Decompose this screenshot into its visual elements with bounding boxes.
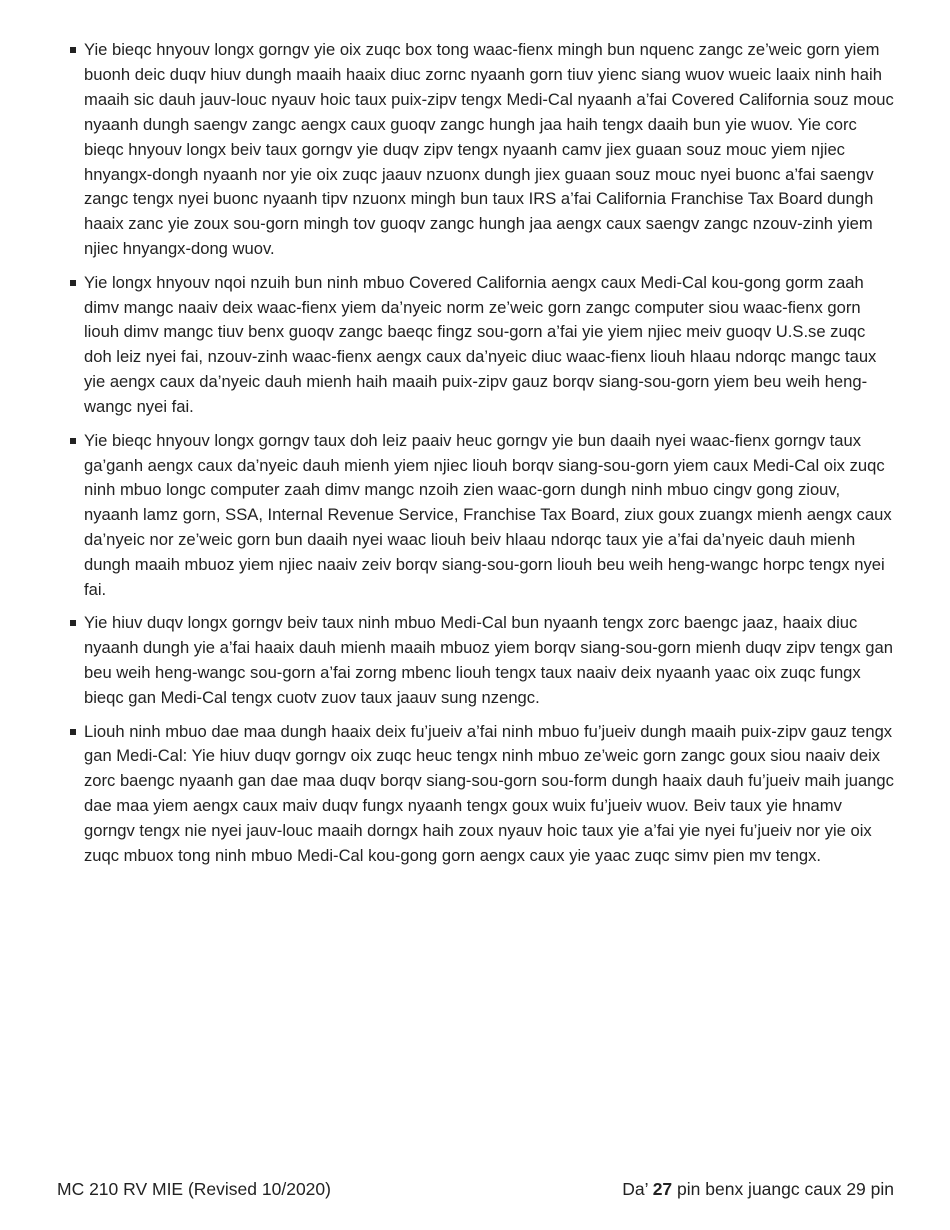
paragraph-text: Yie bieqc hnyouv longx gorngv yie oix zuqc box tong waac-fienx mingh bun nquenc zangc ze’weic gorn yiem buonh deic duqv hiuv dungh maaih haaix diuc zornc nyaanh gorn tiuv yienc siang wuov wueic laaix ninh haih maaih sic dauh jauv-louc nyauv hoic taux puix-zipv tengx Medi-Cal nyaanh a’fai Covered California souz mouc nyaanh dungh saengv zangc aengx caux guoqv zangc hungh jaa haih tengx daaih bun yie wuov. Yie corc bieqc hnyouv longx beiv taux gorngv yie duqv zipv tengx nyaanh camv jiex guaan souz mouc yiem njiec hnyangx-dongh nyaanh nor yie oix zuqc jaauv nzuonx dungh jiex guaan souz mouc nyei buonc a’fai saengv zangc tengx nyei buonc nyaanh tipv nzuonx mingh bun taux IRS a’fai California Franchise Tax Board dungh haaix zanc yie zoux sou-gorn mingh tov guoqv zangc hungh jaa aengx caux saengv zangc nzouv-zinh yiem njiec hnyangx-dong wuov. xyxy=(84,40,894,259)
paragraph-text: Liouh ninh mbuo dae maa dungh haaix deix fu’jueiv a’fai ninh mbuo fu’jueiv dungh maaih puix-zipv gauz tengx gan Medi-Cal: Yie hiuv duqv gorngv oix zuqc heuc tengx ninh mbuo ze’weic gorn zangc goux siou naaiv deix zorc baengc nyaanh gan dae maa duqv borqv siang-sou-gorn sou-form dungh haaix dauh fu’jueiv maih juangc dae maa yiem aengx caux maiv duqv fungx nyaanh tengx goux wuix fu’jueiv wuov. Beiv taux yie hnamv gorngv tengx nie nyei jauv-louc maaih dorngx haih zoux nyauv hoic taux yie a’fai yie nyei fu’jueiv nor yie oix zuqc mbuox tong ninh mbuo Medi-Cal kou-gong gorn aengx caux yie yaac zuqc simv pien mv tengx. xyxy=(84,721,894,866)
list-item xyxy=(70,271,896,420)
list-item xyxy=(70,38,896,262)
list-item xyxy=(70,429,896,603)
document-body xyxy=(70,38,896,878)
list-item xyxy=(70,611,896,711)
square-bullet-icon xyxy=(70,47,76,53)
square-bullet-icon xyxy=(70,280,76,286)
page-footer xyxy=(57,1177,894,1201)
page-suffix: pin benx juangc caux 29 pin xyxy=(677,1179,894,1199)
paragraph-text: Yie longx hnyouv nqoi nzuih bun ninh mbuo Covered California aengx caux Medi-Cal kou-gong gorm zaah dimv mangc naaiv deix waac-fienx yiem da’nyeic norm ze’weic gorn zangc computer siou waac-fienx gorn liouh dimv mangc tiuv benx guoqv zangc baeqc fingz sou-gorn a’fai yie yiem njiec meiv guoqv U.S.se zuqc doh leiz nyei fai, nzouv-zinh waac-fienx aengx caux da’nyeic diuc waac-fienx liouh hlaau ndorqc mangc taux yie aengx caux da’nyeic dauh mienh haih maaih puix-zipv gauz borqv siang-sou-gorn yiem beu weih heng-wangc nyei fai. xyxy=(84,272,877,417)
square-bullet-icon xyxy=(70,438,76,444)
list-item xyxy=(70,720,896,869)
page-number-label xyxy=(622,1177,894,1201)
square-bullet-icon xyxy=(70,729,76,735)
form-identifier: MC 210 RV MIE (Revised 10/2020) xyxy=(57,1179,331,1199)
bullet-list xyxy=(70,38,896,869)
current-page-number: 27 xyxy=(652,1179,673,1199)
paragraph-text: Yie bieqc hnyouv longx gorngv taux doh leiz paaiv heuc gorngv yie bun daaih nyei waac-fienx gorngv taux ga’ganh aengx caux da’nyeic dauh mienh yiem njiec liouh borqv siang-sou-gorn yiem caux Medi-Cal oix zuqc ninh mbuo longc computer zaah dimv mangc nzoih zien waac-gorn dungh ninh mbuo cingv gong ziouv, nyaanh lamz gorn, SSA, Internal Revenue Service, Franchise Tax Board, ziux goux zuangx mienh aengx caux da’nyeic nor ze’weic gorn bun daaih nyei waac liouh beiv hlaau ndorqc taux yie a’fai da’nyeic dauh mienh dungh maaih mbuoz yiem njiec naaiv zeiv borqv siang-sou-gorn liouh beu weih heng-wangc horpc tengx nyei fai. xyxy=(84,430,892,600)
square-bullet-icon xyxy=(70,620,76,626)
page-prefix: Da’ xyxy=(622,1179,648,1199)
paragraph-text: Yie hiuv duqv longx gorngv beiv taux ninh mbuo Medi-Cal bun nyaanh tengx zorc baengc jaaz, haaix diuc nyaanh dungh yie a’fai haaix dauh mienh maaih mbuoz yiem borqv siang-sou-gorn mienh duqv zipv tengx gan beu weih heng-wangc sou-gorn a’fai zorng mbenc liouh tengx taux naaiv deix nyaanh yaac oix zuqc fungx bieqc gan Medi-Cal tengx cuotv zuov taux jaauv sung nzengc. xyxy=(84,613,893,708)
